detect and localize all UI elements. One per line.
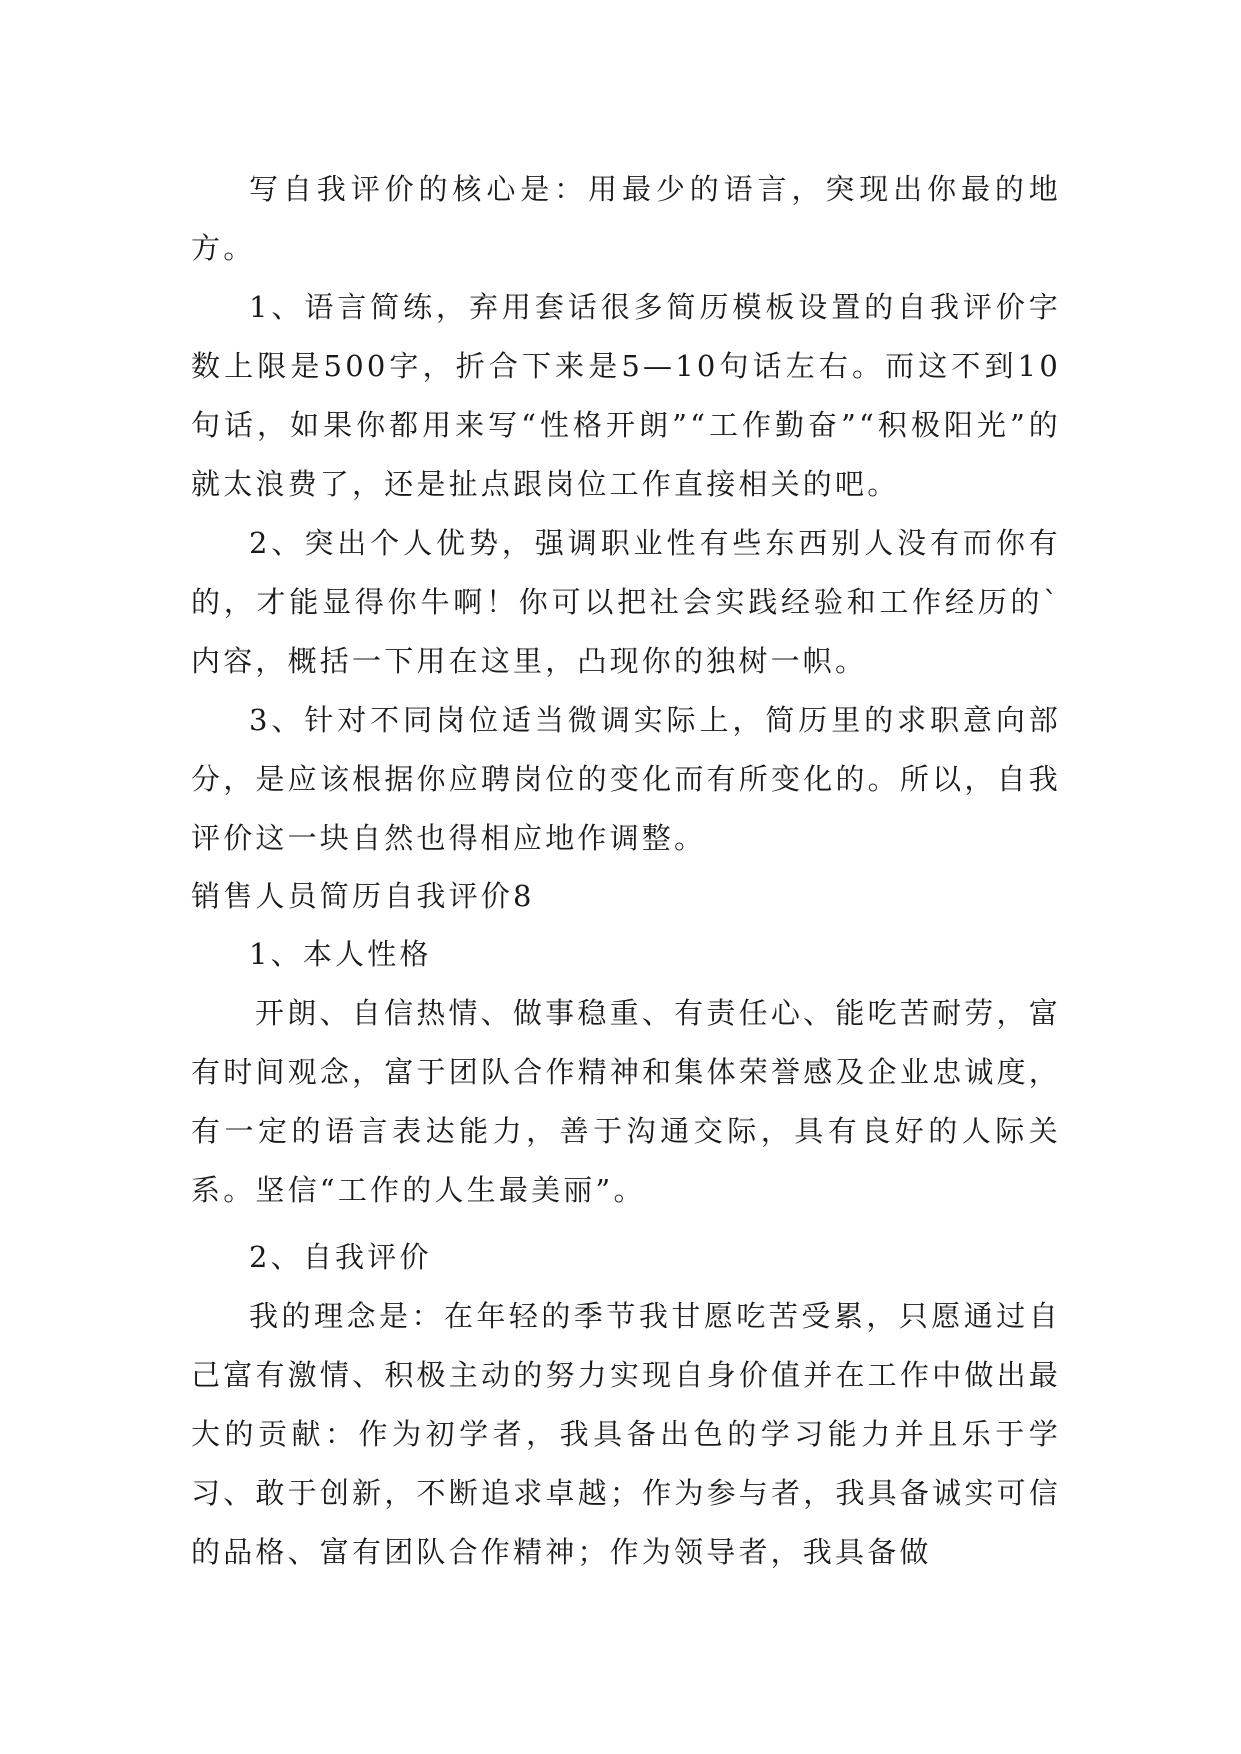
subheading-personality: 1、本人性格 [249, 937, 432, 971]
paragraph-adjust-per-position: 3、针对不同岗位适当微调实际上，简历里的求职意向部分，是应该根据你应聘岗位的变化而有所变化的。所以，自我评价这一块自然也得相应地作调整。 [191, 703, 1061, 855]
document-body [191, 160, 1061, 1582]
subheading-self-evaluation: 2、自我评价 [249, 1240, 432, 1274]
paragraph-self-evaluation: 我的理念是：在年轻的季节我甘愿吃苦受累，只愿通过自己富有激情、积极主动的努力实现自身价值并在工作中做出最大的贡献：作为初学者，我具备出色的学习能力并且乐于学习、敢于创新，不断追求卓越；作为参与者，我具备诚实可信的品格、富有团队合作精神；作为领导者，我具备做 [191, 1299, 1061, 1569]
paragraph-concise-language: 1、语言简练，弃用套话很多简历模板设置的自我评价字数上限是500字，折合下来是5—10句话左右。而这不到10句话，如果你都用来写“性格开朗”“工作勤奋”“积极阳光”的就太浪费了，还是扯点跟岗位工作直接相关的吧。 [191, 290, 1061, 501]
paragraph-core-principle: 写自我评价的核心是：用最少的语言，突现出你最的地方。 [191, 172, 1061, 265]
paragraph-highlight-strengths: 2、突出个人优势，强调职业性有些东西别人没有而你有的，才能显得你牛啊！你可以把社会实践经验和工作经历的`内容，概括一下用在这里，凸现你的独树一帜。 [191, 526, 1061, 678]
paragraph-personality: 开朗、自信热情、做事稳重、有责任心、能吃苦耐劳，富有时间观念，富于团队合作精神和集体荣誉感及企业忠诚度，有一定的语言表达能力，善于沟通交际，具有良好的人际关系。坚信“工作的人生最美丽”。 [191, 996, 1061, 1207]
section-title: 销售人员简历自我评价8 [191, 879, 535, 913]
spacer [191, 1220, 1061, 1228]
